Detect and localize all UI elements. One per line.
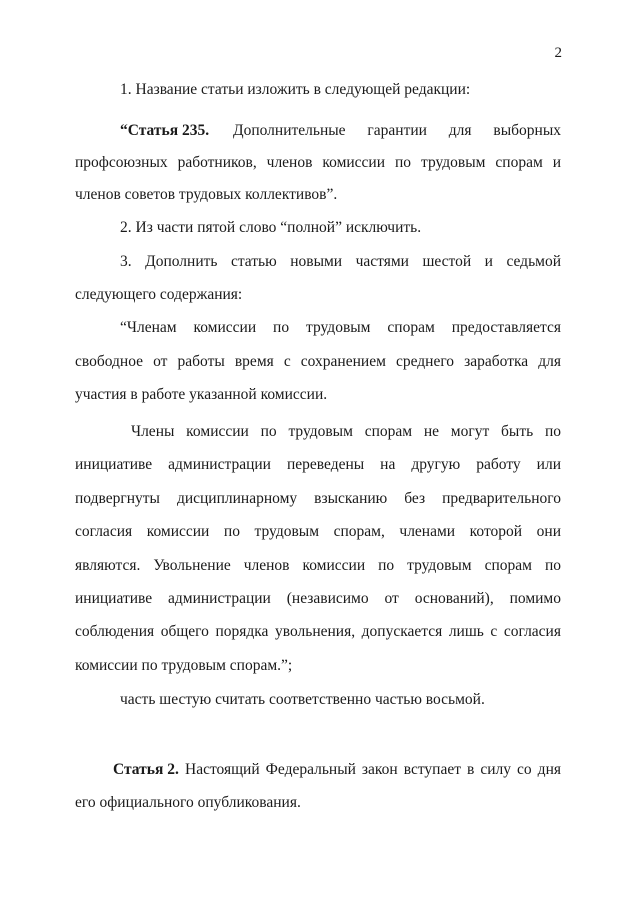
part-six-line1: “Членам комиссии по трудовым спорам предоставляется: [120, 319, 561, 336]
item-3-line2: следующего содержания:: [75, 286, 243, 303]
article-2-line2: его официального опубликования.: [75, 794, 301, 811]
part-seven-line1: Члены комиссии по трудовым спорам не могут быть по: [131, 423, 561, 440]
article-235-title-line2: профсоюзных работников, членов комиссии по трудовым спорам и: [75, 154, 561, 171]
page-number: 2: [554, 45, 562, 61]
item-3-line1: 3. Дополнить статью новыми частями шестой и седьмой: [120, 253, 561, 270]
part-six-line2: свободное от работы время с сохранением среднего заработка для: [75, 353, 561, 370]
part-seven-line7: соблюдения общего порядка увольнения, допускается лишь с согласия: [75, 623, 561, 640]
article-2-line1: [113, 760, 561, 780]
part-seven-line3: подвергнуты дисциплинарному взысканию без предварительного: [75, 490, 561, 507]
article-235-label: “Статья 235.: [120, 122, 210, 139]
part-seven-line5: являются. Увольнение членов комиссии по трудовым спорам по: [75, 557, 561, 574]
article-235-title-line1: [120, 121, 561, 141]
renumber-instruction: часть шестую считать соответственно частью восьмой.: [120, 691, 485, 708]
article-235-title-line3: членов советов трудовых коллективов”.: [75, 186, 338, 203]
part-six-line3: участия в работе указанной комиссии.: [75, 386, 328, 403]
part-seven-line4: согласия комиссии по трудовым спорам, членами которой они: [75, 523, 561, 540]
item-2: 2. Из части пятой слово “полной” исключить.: [120, 219, 422, 236]
part-seven-line6: инициативе администрации (независимо от оснований), помимо: [75, 590, 561, 607]
item-1: 1. Название статьи изложить в следующей редакции:: [120, 81, 471, 98]
part-seven-line2: инициативе администрации переведены на другую работу или: [75, 456, 561, 473]
part-seven-line8: комиссии по трудовым спорам.”;: [75, 657, 293, 674]
article-235-title-rest: Дополнительные гарантии для выборных: [233, 122, 561, 139]
article-2-text: Настоящий Федеральный закон вступает в силу со дня: [185, 761, 561, 778]
article-2-label: Статья 2.: [113, 761, 179, 778]
